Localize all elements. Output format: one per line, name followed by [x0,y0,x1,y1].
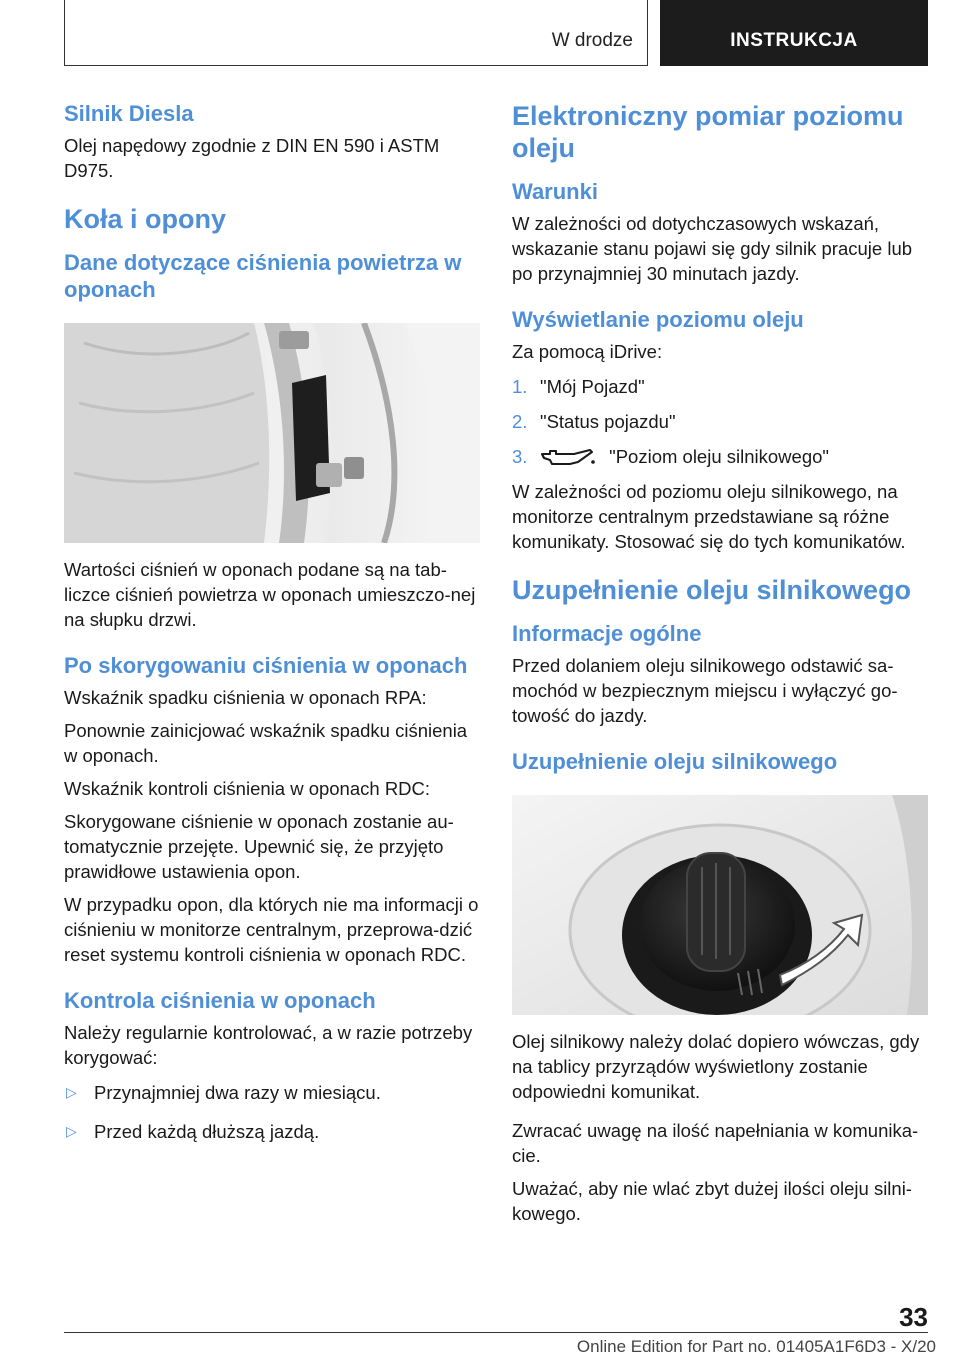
step-number: 3. [512,446,528,467]
list-item [64,1080,482,1105]
door-pillar-illustration [64,323,480,543]
step-text: "Status pojazdu" [540,411,676,432]
general-heading: Informacje ogólne [512,621,702,646]
refill-text-1: Olej silnikowy należy dolać dopiero wówczas, gdy na tablicy przyrządów wyświetlony zostanie odpowiedni komunikat. [512,1031,920,1102]
pressure-data-text: Wartości ciśnień w oponach podane są na tab-liczce ciśnień powietrza w oponach umieszczo-nej na słupku drzwi. [64,559,476,630]
rdc-text: Skorygowane ciśnienie w oponach zostanie au-tomatycznie przejęte. Upewnić się, że przyjęto prawidłowe ustawienia opon. [64,811,454,882]
diesel-text: Olej napędowy zgodnie z DIN EN 590 i ASTM D975. [64,135,440,181]
oil-cap-illustration [512,795,928,1015]
refill-sub-heading: Uzupełnienie oleju silnikowego [512,749,838,774]
manual-tab[interactable] [660,0,928,66]
refill-heading: Uzupełnienie oleju silnikowego [512,575,912,605]
conditions-text: W zależności od dotychczasowych wskazań, wskazanie stanu pojawi się gdy silnik pracuje lub po przynajmniej 30 minutach jazdy. [512,213,913,284]
edition-footer: Online Edition for Part no. 01405A1F6D3 - X/20 [576,1337,936,1356]
general-text: Przed dolaniem oleju silnikowego odstawić sa-mochód w bezpiecznym miejscu i wyłączyć go-towość do jazdy. [512,655,898,726]
list-item [64,1119,482,1144]
refill-text-3: Uważać, aby nie wlać zbyt dużej ilości oleju silni-kowego. [512,1178,912,1224]
door-pillar-image [64,323,480,543]
triangle-bullet-icon: ▷ [66,1123,77,1139]
list-item[interactable] [512,444,930,469]
oil-cap-image [512,795,928,1015]
pressure-data-heading: Dane dotyczące ciśnienia powietrza w oponach [64,250,462,302]
bullet-text: Przynajmniej dwa razy w miesiącu. [94,1082,381,1103]
left-column [64,100,482,1158]
rdc-label: Wskaźnik kontroli ciśnienia w oponach RDC: [64,778,431,799]
rpa-text: Ponownie zainicjować wskaźnik spadku ciśnienia w oponach. [64,720,468,766]
display-text: W zależności od poziomu oleju silnikowego, na monitorze centralnym przedstawiane są różne komunikaty. Stosować się do tych komunikatów. [512,481,906,552]
step-number: 1. [512,376,528,397]
section-box [64,0,648,66]
step-number: 2. [512,411,528,432]
after-correction-heading: Po skorygowaniu ciśnienia w oponach [64,653,468,678]
rpa-label: Wskaźnik spadku ciśnienia w oponach RPA: [64,687,427,708]
step-text: "Mój Pojazd" [540,376,645,397]
right-column [512,100,930,1234]
check-text: Należy regularnie kontrolować, a w razie potrzeby korygować: [64,1022,473,1068]
page-number: 33 [899,1302,928,1332]
oil-can-icon [540,448,596,468]
section-title: W drodze [551,30,633,51]
wheels-heading: Koła i opony [64,204,226,234]
display-heading: Wyświetlanie poziomu oleju [512,307,804,332]
list-item[interactable] [512,409,930,434]
bullet-text: Przed każdą dłuższą jazdą. [94,1121,320,1142]
footer-divider [64,1332,928,1333]
display-intro: Za pomocą iDrive: [512,341,663,362]
measure-heading: Elektroniczny pomiar poziomu oleju [512,101,904,163]
check-heading: Kontrola ciśnienia w oponach [64,988,376,1013]
triangle-bullet-icon: ▷ [66,1084,77,1100]
diesel-heading: Silnik Diesla [64,101,194,126]
list-item[interactable] [512,374,930,399]
rdc-reset-text: W przypadku opon, dla których nie ma informacji o ciśnieniu w monitorze centralnym, przeprowa-dzić reset systemu kontroli ciśnienia w oponach RDC. [64,894,479,965]
step-text: "Poziom oleju silnikowego" [609,446,829,467]
page-header [64,0,928,66]
manual-tab-label: INSTRUKCJA [730,30,858,51]
conditions-heading: Warunki [512,179,598,204]
refill-text-2: Zwracać uwagę na ilość napełniania w komunika-cie. [512,1120,919,1166]
